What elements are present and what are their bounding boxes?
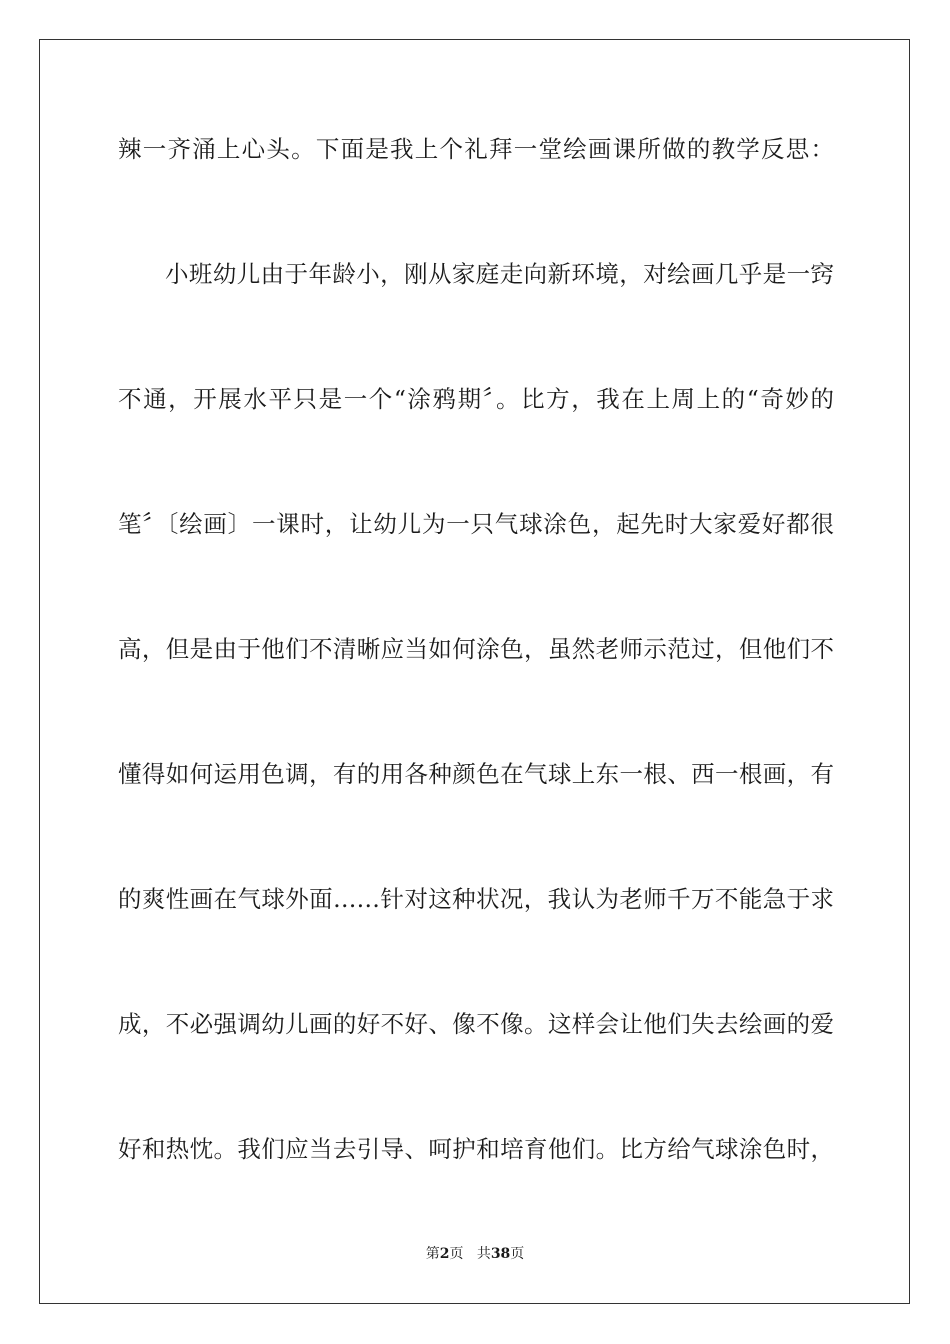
text-line-1: 辣一齐涌上心头。下面是我上个礼拜一堂绘画课所做的教学反思：	[118, 135, 834, 163]
page-footer	[0, 1244, 950, 1264]
text-line-8: 成，不必强调幼儿画的好不好、像不像。这样会让他们失去绘画的爱	[118, 1010, 834, 1038]
footer-page-prefix: 第	[425, 1246, 440, 1262]
text-line-6: 懂得如何运用色调，有的用各种颜色在气球上东一根、西一根画，有	[118, 760, 834, 788]
footer-total-prefix: 共	[476, 1246, 491, 1262]
footer-page-unit: 页	[449, 1246, 464, 1262]
footer-page-number: 2	[439, 1246, 450, 1262]
text-line-9: 好和热忱。我们应当去引导、呵护和培育他们。比方给气球涂色时，	[118, 1135, 834, 1163]
footer-total-unit: 页	[510, 1246, 525, 1262]
footer-total-pages: 38	[490, 1246, 511, 1262]
page-border	[39, 39, 910, 1304]
text-line-4: 笔〞〔绘画〕一课时，让幼儿为一只气球涂色，起先时大家爱好都很	[118, 510, 834, 538]
text-line-7: 的爽性画在气球外面……针对这种状况，我认为老师千万不能急于求	[118, 885, 834, 913]
text-line-3: 不通，开展水平只是一个“涂鸦期〞。比方，我在上周上的“奇妙的	[118, 385, 834, 413]
text-line-5: 高，但是由于他们不清晰应当如何涂色，虽然老师示范过，但他们不	[118, 635, 834, 663]
text-line-2: 小班幼儿由于年龄小，刚从家庭走向新环境，对绘画几乎是一窍	[165, 260, 834, 288]
